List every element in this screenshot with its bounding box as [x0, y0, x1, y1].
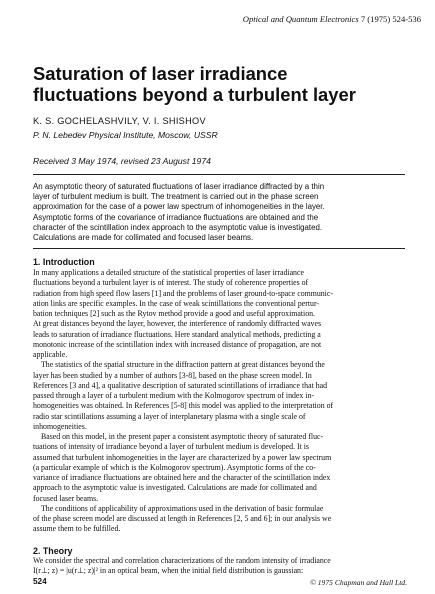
article-title	[33, 63, 403, 105]
body-line: We consider the spectral and correlation characterizations of the random intensity of irradiance	[33, 556, 331, 565]
body-line: Based on this model, in the present paper a consistent asymptotic theory of saturated fluc-	[41, 432, 324, 441]
abstract-line: Calculations are made for collimated and focused laser beams.	[33, 233, 254, 243]
abstract-bottom-rule	[33, 248, 405, 249]
body-line: variance of irradiance fluctuations are obtained here and the character of the scintillation index	[33, 473, 331, 482]
institute: P. N. Lebedev Physical Institute, Moscow, USSR	[33, 130, 218, 140]
body-line: In many applications a detailed structure of the statistical properties of laser irradiance	[33, 268, 304, 277]
body-line: bation techniques [2] such as the Rytov method provide a good and useful approximation.	[33, 309, 315, 318]
body-line: tuations of intensity of irradiance beyond a layer of turbulent medium is developed. It is	[33, 442, 309, 452]
introduction-body	[33, 268, 407, 535]
copyright: © 1975 Chapman and Hall Ltd.	[310, 578, 407, 587]
body-line: assume them to be fulfilled.	[33, 524, 121, 534]
page-number: 524	[33, 577, 47, 586]
body-line: of the phase screen model are discussed at length in References [2, 5 and 6]; in our analysis we	[33, 514, 332, 523]
authors: K. S. GOCHELASHVILY, V. I. SHISHOV	[33, 116, 206, 126]
body-line: passed through a layer of a turbulent medium with the Kolmogorov spectrum of index in-	[33, 391, 315, 400]
body-line: inhomogeneities.	[33, 421, 87, 431]
abstract-line: An asymptotic theory of saturated fluctuations of laser irradiance diffracted by a thin	[33, 182, 325, 191]
title-line-1: Saturation of laser irradiance	[33, 63, 288, 84]
body-line: applicable.	[33, 350, 68, 359]
abstract-line: layer of turbulent medium is built. The treatment is carried out in the phase screen	[33, 192, 319, 202]
body-line: radio star scintillations assuming a layer of interplanetary plasma with a single scale of	[33, 411, 306, 421]
body-line: (a particular example of which is the Kolmogorov spectrum). Asymptotic forms of the co-	[33, 462, 316, 472]
journal-header	[243, 14, 421, 24]
body-line: fluctuations beyond a turbulent layer is of interest. The study of coherence properties of	[33, 278, 309, 288]
theory-body	[33, 556, 407, 577]
body-line: The conditions of applicability of approximations used in the derivation of basic formulae	[41, 503, 324, 513]
abstract-top-rule	[33, 174, 405, 175]
body-line: focused laser beams.	[33, 493, 99, 503]
section-heading-introduction: 1. Introduction	[33, 257, 95, 267]
abstract-line: Asymptotic forms of the covariance of irradiance fluctuations are obtained and the	[33, 212, 319, 222]
body-line: monotonic increase of the scintillation index with increased distance of propagation, are not	[33, 339, 322, 349]
body-line: homogeneities was obtained. In References [5-8] this model was applied to the interpretation of	[33, 401, 334, 411]
body-line: I(r⊥; z) = |u(r⊥; z)|² in an optical beam, when the initial field distribution is gaussian:	[33, 566, 304, 576]
body-line: The statistics of the spatial structure in the diffraction pattern at great distances beyond the	[41, 360, 325, 370]
body-line: References [3 and 4], a qualitative description of saturated scintillations of irradiance that had	[33, 380, 328, 390]
body-line: assumed that turbulent inhomogeneities in the layer are characterized by a power law spectrum	[33, 452, 332, 462]
body-line: approach to the asymptotic value is investigated. Calculations are made for collimated and	[33, 483, 317, 493]
body-line: At great distances beyond the layer, however, the interference of randomly diffracted waves	[33, 319, 322, 329]
body-line: leads to saturation of irradiance fluctuations. Here standard analytical methods, predicting a	[33, 329, 321, 339]
abstract-line: character of the scintillation index approach to the asymptotic value is investigated.	[33, 222, 323, 232]
journal-volume: 7	[360, 14, 366, 24]
body-line: ation links are specific examples. In the case of weak scintillations the conventional pertur-	[33, 298, 320, 308]
abstract	[33, 182, 405, 243]
section-heading-theory: 2. Theory	[33, 546, 73, 556]
abstract-line: approximation for the case of a power law spectrum of inhomogeneities in the layer.	[33, 202, 325, 212]
journal-name: Optical and Quantum Electronics	[242, 14, 359, 24]
body-line: radiation from high speed flow lasers [1] and the problems of laser ground-to-space communic-	[33, 288, 333, 298]
journal-year-pages: (1975) 524-536	[367, 14, 421, 24]
body-line: layer has been studied by a number of authors [3-8], based on the phase screen model. In	[33, 370, 312, 380]
received-date: Received 3 May 1974, revised 23 August 1974	[33, 156, 211, 166]
title-line-2: fluctuations beyond a turbulent layer	[33, 84, 356, 105]
